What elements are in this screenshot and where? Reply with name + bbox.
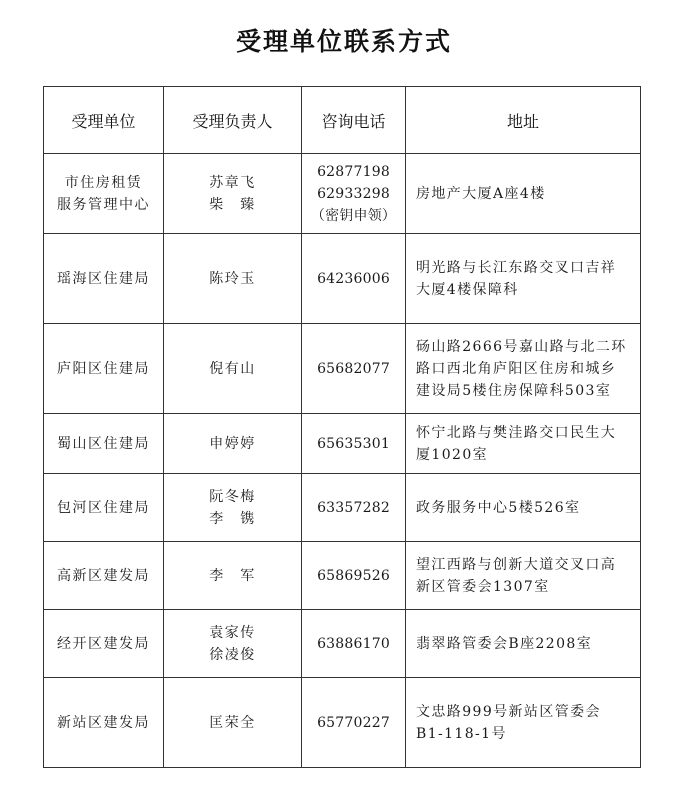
cell-unit — [44, 542, 164, 610]
cell-phone-line: 62877198 — [317, 163, 390, 180]
cell-person-line: 李 镌 — [209, 510, 256, 527]
cell-unit-line: 高新区建发局 — [57, 567, 150, 584]
table-row — [44, 324, 641, 414]
table-body — [44, 154, 641, 768]
cell-address-line: 翡翠路管委会B座2208室 — [416, 635, 593, 652]
cell-address — [406, 474, 641, 542]
cell-unit-line: 包河区住建局 — [57, 499, 150, 516]
cell-unit — [44, 610, 164, 678]
cell-address — [406, 154, 641, 234]
cell-address-line: 文忠路999号新站区管委会 — [416, 703, 601, 720]
cell-address-line: 政务服务中心5楼526室 — [416, 499, 581, 516]
cell-person — [164, 474, 302, 542]
cell-phone-line: 65682077 — [317, 360, 390, 377]
cell-unit — [44, 474, 164, 542]
header-unit: 受理单位 — [44, 87, 164, 154]
cell-phone — [302, 154, 406, 234]
table-row — [44, 678, 641, 768]
cell-phone-line: 62933298 — [317, 185, 390, 202]
cell-unit — [44, 678, 164, 768]
cell-address-line: 砀山路2666号嘉山路与北二环 — [416, 338, 627, 355]
header-address: 地址 — [406, 87, 641, 154]
cell-unit-line: 经开区建发局 — [57, 635, 150, 652]
cell-phone-line: 65770227 — [317, 714, 390, 731]
cell-address — [406, 324, 641, 414]
cell-person-line: 倪有山 — [209, 360, 256, 377]
cell-address — [406, 610, 641, 678]
cell-address-line: 路口西北角庐阳区住房和城乡 — [416, 360, 617, 377]
cell-address-line: 大厦4楼保障科 — [416, 281, 519, 298]
header-phone: 咨询电话 — [302, 87, 406, 154]
cell-person-line: 徐凌俊 — [209, 646, 256, 663]
cell-phone-line: 65635301 — [317, 435, 390, 452]
table-row — [44, 154, 641, 234]
cell-unit-line: 服务管理中心 — [57, 196, 150, 213]
cell-unit-line: 庐阳区住建局 — [57, 360, 150, 377]
cell-person-line: 申婷婷 — [209, 435, 256, 452]
cell-person — [164, 234, 302, 324]
cell-address — [406, 678, 641, 768]
cell-person — [164, 154, 302, 234]
table-header-row — [44, 87, 641, 154]
cell-address-line: 房地产大厦A座4楼 — [416, 185, 546, 202]
cell-person — [164, 542, 302, 610]
cell-unit — [44, 414, 164, 474]
cell-person-line: 袁家传 — [209, 624, 256, 641]
cell-person-line: 苏章飞 — [209, 174, 256, 191]
cell-unit-line: 蜀山区住建局 — [57, 435, 150, 452]
table-row — [44, 234, 641, 324]
cell-phone — [302, 414, 406, 474]
cell-address-line: B1-118-1号 — [416, 725, 507, 742]
cell-phone — [302, 324, 406, 414]
table-row — [44, 542, 641, 610]
cell-unit — [44, 154, 164, 234]
cell-unit — [44, 324, 164, 414]
contact-table — [43, 86, 641, 768]
cell-person-line: 阮冬梅 — [209, 488, 256, 505]
cell-person — [164, 324, 302, 414]
cell-address-line: 望江西路与创新大道交叉口高 — [416, 556, 617, 573]
cell-phone-line: 63357282 — [317, 499, 390, 516]
cell-unit-line: 市住房租赁 — [64, 174, 143, 191]
cell-address-line: 建设局5楼住房保障科503室 — [416, 382, 612, 399]
cell-phone — [302, 474, 406, 542]
cell-phone-line: 65869526 — [317, 567, 390, 584]
cell-person — [164, 414, 302, 474]
table-row — [44, 610, 641, 678]
cell-person-line: 柴 臻 — [209, 196, 256, 213]
cell-person-line: 陈玲玉 — [209, 270, 256, 287]
cell-phone — [302, 610, 406, 678]
cell-phone-line: 64236006 — [317, 270, 390, 287]
cell-address-line: 怀宁北路与樊洼路交口民生大 — [416, 424, 617, 441]
cell-person-line: 李 军 — [209, 567, 256, 584]
cell-unit-line: 瑶海区住建局 — [57, 270, 150, 287]
cell-unit-line: 新站区建发局 — [57, 714, 150, 731]
page-title: 受理单位联系方式 — [235, 27, 452, 56]
cell-address — [406, 542, 641, 610]
cell-person-line: 匡荣全 — [209, 714, 256, 731]
header-person: 受理负责人 — [164, 87, 302, 154]
cell-person — [164, 678, 302, 768]
cell-address-line: 新区管委会1307室 — [416, 578, 550, 595]
cell-phone-line: （密钥申领） — [310, 207, 397, 224]
table-row — [44, 474, 641, 542]
cell-person — [164, 610, 302, 678]
cell-phone — [302, 234, 406, 324]
cell-phone-line: 63886170 — [317, 635, 390, 652]
cell-address — [406, 234, 641, 324]
cell-address — [406, 414, 641, 474]
table-row — [44, 414, 641, 474]
cell-phone — [302, 678, 406, 768]
cell-address-line: 厦1020室 — [416, 446, 489, 463]
cell-unit — [44, 234, 164, 324]
cell-phone — [302, 542, 406, 610]
cell-address-line: 明光路与长江东路交叉口吉祥 — [416, 259, 617, 276]
